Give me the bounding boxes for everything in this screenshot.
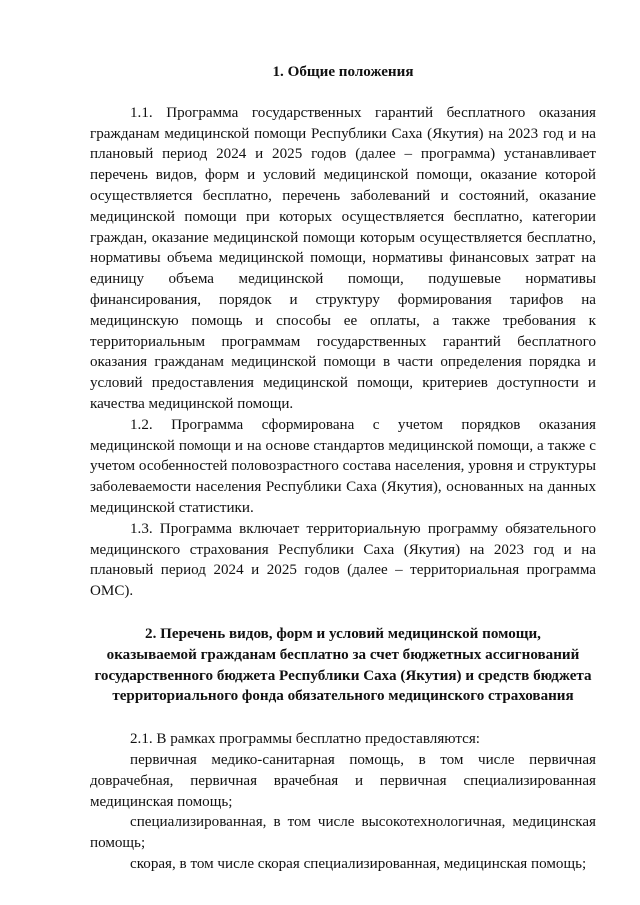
paragraph-1-1: 1.1. Программа государственных гарантий бесплатного оказания гражданам медицинской помощи Республики Саха (Якутия) на 2023 год и на плановый период 2024 и 2025 годов (далее – программа) устанавливает перечень видов, форм и условий медицинской помощи, оказание которой осуществляется бесплатно, перечень заболеваний и состояний, оказание медицинской помощи при которых осуществляется бесплатно, категории граждан, оказание медицинской помощи которым осуществляется бесплатно, нормативы объема медицинской помощи, нормативы финансовых затрат на единицу объема медицинской помощи, подушевые нормативы финансирования, порядок и структуру формирования тарифов на медицинскую помощь и способы ее оплаты, а также требования к территориальным программам государственных гарантий бесплатного оказания гражданам медицинской помощи в части определения порядка и условий предоставления медицинской помощи, критериев доступности и качества медицинской помощи. bbox=[90, 104, 596, 412]
list-item-emergency-care: скорая, в том числе скорая специализированная, медицинская помощь; bbox=[130, 855, 587, 872]
document-page bbox=[90, 62, 596, 875]
paragraph-1-2: 1.2. Программа сформирована с учетом порядков оказания медицинской помощи и на основе стандартов медицинской помощи, а также с учетом особенностей половозрастного состава населения, уровня и структуры заболеваемости населения Республики Саха (Якутия), основанных на данных медицинской статистики. bbox=[90, 416, 596, 516]
section-2-heading-line-4: территориального фонда обязательного медицинского страхования bbox=[112, 688, 574, 705]
section-1-heading: 1. Общие положения bbox=[272, 64, 414, 80]
list-item-primary-care: первичная медико-санитарная помощь, в том числе первичная доврачебная, первичная врачебная и первичная специализированная медицинская помощь; bbox=[90, 751, 596, 810]
paragraph-1-3: 1.3. Программа включает территориальную программу обязательного медицинского страхования Республики Саха (Якутия) на 2023 год и на плановый период 2024 и 2025 годов (далее – территориальная программа ОМС). bbox=[90, 520, 596, 600]
paragraph-2-1: 2.1. В рамках программы бесплатно предоставляются: bbox=[130, 731, 480, 748]
section-2-heading bbox=[90, 624, 596, 707]
section-2-heading-line-1: 2. Перечень видов, форм и условий медицинской помощи, bbox=[145, 625, 541, 642]
section-2-heading-line-3: государственного бюджета Республики Саха (Якутия) и средств бюджета bbox=[94, 667, 592, 684]
section-2-heading-line-2: оказываемой гражданам бесплатно за счет бюджетных ассигнований bbox=[106, 646, 580, 663]
list-item-specialized-care: специализированная, в том числе высокотехнологичная, медицинская помощь; bbox=[90, 814, 596, 852]
